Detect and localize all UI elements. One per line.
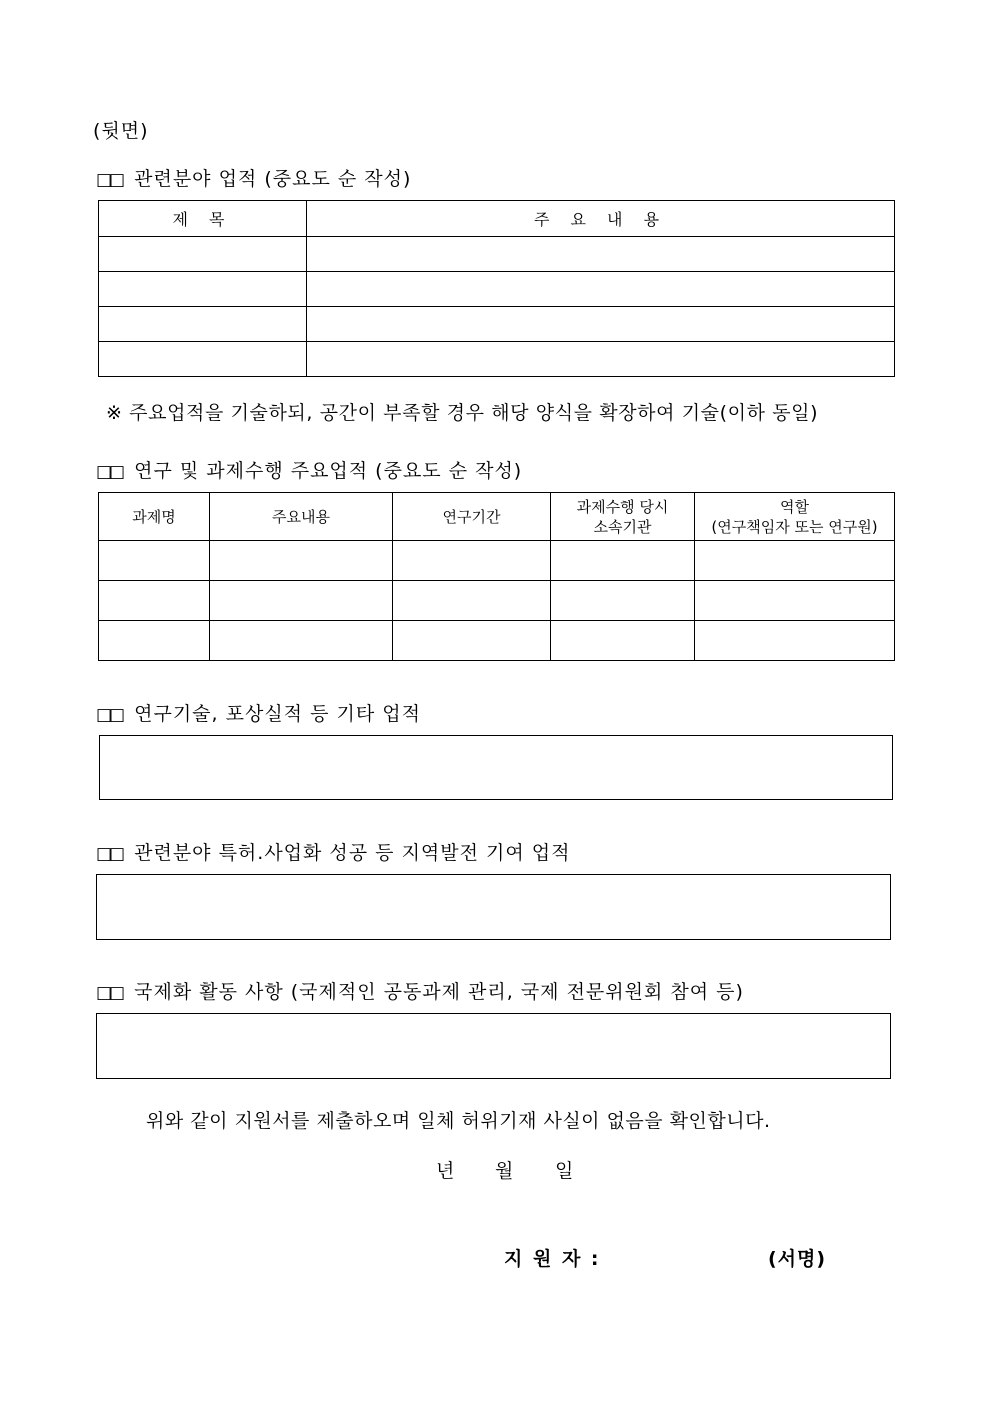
table-cell[interactable] — [99, 272, 307, 307]
column-header-affiliation: 과제수행 당시 소속기관 — [551, 493, 695, 541]
date-month-label: 월 — [495, 1160, 515, 1182]
table-cell[interactable] — [551, 621, 695, 661]
column-header-title: 제 목 — [99, 201, 307, 237]
applicant-label: 지 원 자 : — [504, 1248, 601, 1270]
column-header-period: 연구기간 — [393, 493, 551, 541]
section1-note: ※ 주요업적을 기술하되, 공간이 부족할 경우 해당 양식을 확장하여 기술(이하 동일) — [106, 402, 819, 424]
section1-heading — [96, 164, 411, 191]
table-cell[interactable] — [99, 541, 210, 581]
section4-heading — [96, 838, 570, 865]
table-cell[interactable] — [695, 621, 895, 661]
column-header-role: 역할 (연구책임자 또는 연구원) — [695, 493, 895, 541]
section4-input-box[interactable] — [96, 874, 891, 940]
section2-table — [98, 492, 895, 661]
table-cell[interactable] — [393, 541, 551, 581]
table-cell[interactable] — [307, 272, 895, 307]
table-cell[interactable] — [99, 342, 307, 377]
table-cell[interactable] — [307, 342, 895, 377]
table-row — [99, 342, 895, 377]
checkbox-square-icon: □□ — [96, 170, 123, 190]
checkbox-square-icon: □□ — [96, 705, 123, 725]
table-cell[interactable] — [210, 621, 393, 661]
table-cell[interactable] — [307, 307, 895, 342]
table-row — [99, 237, 895, 272]
section1-table — [98, 200, 895, 377]
section5-input-box[interactable] — [96, 1013, 891, 1079]
declaration-text: 위와 같이 지원서를 제출하오며 일체 허위기재 사실이 없음을 확인합니다. — [146, 1110, 771, 1132]
column-header-project: 과제명 — [99, 493, 210, 541]
section3-heading — [96, 699, 421, 726]
table-row — [99, 272, 895, 307]
section2-heading — [96, 456, 522, 483]
table-cell[interactable] — [99, 237, 307, 272]
table-cell[interactable] — [99, 581, 210, 621]
table-cell[interactable] — [393, 581, 551, 621]
checkbox-square-icon: □□ — [96, 844, 123, 864]
table-row — [99, 541, 895, 581]
table-header-row — [99, 201, 895, 237]
table-cell[interactable] — [210, 581, 393, 621]
table-cell[interactable] — [695, 541, 895, 581]
table-row — [99, 621, 895, 661]
table-cell[interactable] — [551, 541, 695, 581]
table-cell[interactable] — [307, 237, 895, 272]
table-cell[interactable] — [99, 307, 307, 342]
section3-title: 연구기술, 포상실적 등 기타 업적 — [134, 703, 421, 725]
date-year-label: 년 — [436, 1160, 456, 1182]
section3-input-box[interactable] — [99, 735, 893, 800]
table-cell[interactable] — [695, 581, 895, 621]
checkbox-square-icon: □□ — [96, 983, 123, 1003]
section4-title: 관련분야 특허.사업화 성공 등 지역발전 기여 업적 — [134, 842, 571, 864]
table-cell[interactable] — [551, 581, 695, 621]
table-cell[interactable] — [99, 621, 210, 661]
table-row — [99, 307, 895, 342]
table-cell[interactable] — [393, 621, 551, 661]
checkbox-square-icon: □□ — [96, 462, 123, 482]
column-header-content: 주요내용 — [210, 493, 393, 541]
section5-title: 국제화 활동 사항 (국제적인 공동과제 관리, 국제 전문위원회 참여 등) — [134, 981, 744, 1003]
section5-heading — [96, 977, 744, 1004]
table-header-row — [99, 493, 895, 541]
section2-title: 연구 및 과제수행 주요업적 (중요도 순 작성) — [134, 460, 523, 482]
section1-title: 관련분야 업적 (중요도 순 작성) — [134, 168, 412, 190]
table-cell[interactable] — [210, 541, 393, 581]
date-day-label: 일 — [555, 1160, 575, 1182]
signature-field[interactable]: (서명) — [768, 1248, 827, 1270]
table-row — [99, 581, 895, 621]
column-header-content: 주 요 내 용 — [307, 201, 895, 237]
page-side-label: (뒷면) — [93, 120, 149, 142]
